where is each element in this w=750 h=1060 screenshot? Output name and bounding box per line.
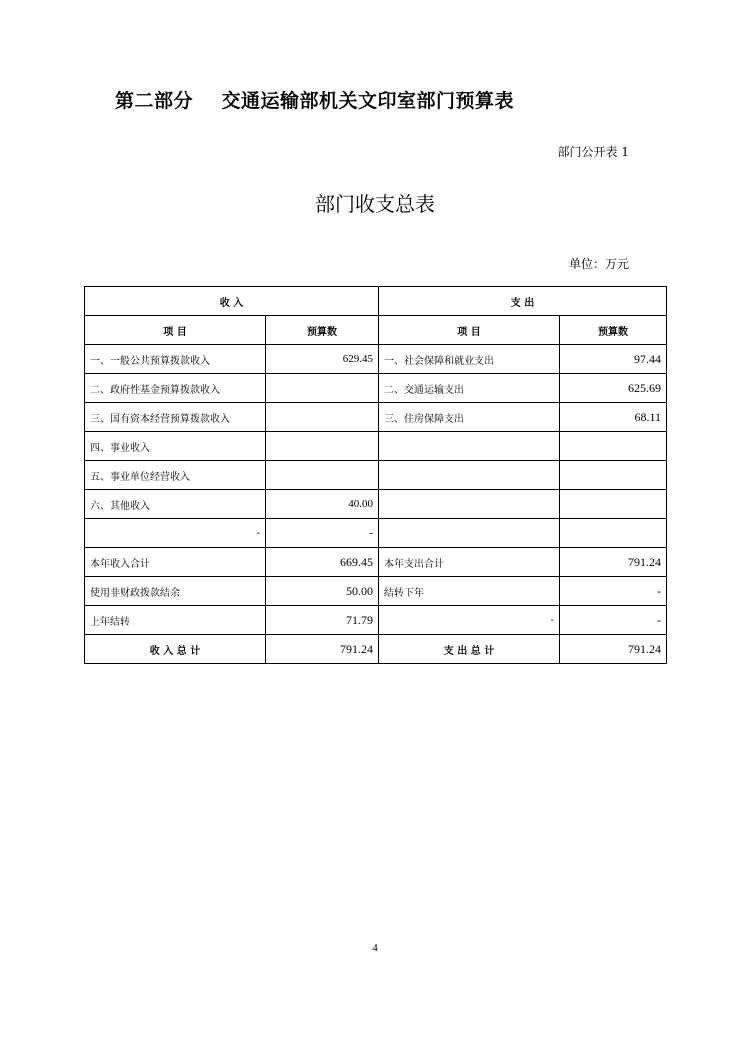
expense-item [379, 519, 560, 548]
income-subtotal-label: 本年收入合计 [85, 548, 266, 577]
income-amount: - [266, 519, 379, 548]
expense-amount: 625.69 [560, 374, 667, 403]
carryover-row [85, 606, 667, 635]
income-item: 二、政府性基金预算拨款收入 [85, 374, 266, 403]
income-item: 四、事业收入 [85, 432, 266, 461]
expense-subtotal-label: 本年支出合计 [379, 548, 560, 577]
expense-item [379, 461, 560, 490]
expense-total-amount: 791.24 [560, 635, 667, 664]
income-amount [266, 374, 379, 403]
income-amount: 40.00 [266, 490, 379, 519]
table-title: 部门收支总表 [315, 192, 435, 216]
table-row [85, 374, 667, 403]
unit-label: 单位：万元 [568, 257, 629, 271]
non-fiscal-balance-label: 使用非财政拨款结余 [85, 577, 266, 606]
income-amount [266, 432, 379, 461]
income-item-column-header: 项 目 [85, 316, 266, 345]
expense-amount [560, 432, 667, 461]
income-subtotal-amount: 669.45 [266, 548, 379, 577]
expense-total-label: 支 出 总 计 [379, 635, 560, 664]
page-heading: 第二部分 交通运输部机关文印室部门预算表 [115, 90, 514, 112]
expense-item [379, 490, 560, 519]
budget-summary-table [84, 286, 667, 664]
table-row [85, 490, 667, 519]
expense-item: 二、交通运输支出 [379, 374, 560, 403]
carry-forward-label: 结转下年 [379, 577, 560, 606]
expense-item: 三、住房保障支出 [379, 403, 560, 432]
prior-year-carryover-label: 上年结转 [85, 606, 266, 635]
expense-section-header: 支 出 [379, 287, 667, 316]
table-column-header-row [85, 316, 667, 345]
subtotal-row [85, 548, 667, 577]
expense-budget-column-header: 预算数 [560, 316, 667, 345]
income-amount [266, 403, 379, 432]
table-row [85, 432, 667, 461]
page-number: 4 [372, 942, 378, 954]
income-amount: 629.45 [266, 345, 379, 374]
table-row [85, 345, 667, 374]
prior-year-carryover-amount: 71.79 [266, 606, 379, 635]
income-total-label: 收 入 总 计 [85, 635, 266, 664]
expense-amount [560, 490, 667, 519]
expense-item [379, 432, 560, 461]
table-row [85, 519, 667, 548]
income-item: - [85, 519, 266, 548]
expense-item: 一、社会保障和就业支出 [379, 345, 560, 374]
expense-amount [560, 519, 667, 548]
income-budget-column-header: 预算数 [266, 316, 379, 345]
income-item: 三、国有资本经营预算拨款收入 [85, 403, 266, 432]
form-number: 部门公开表 1 [557, 145, 629, 159]
income-amount [266, 461, 379, 490]
table-section-header-row [85, 287, 667, 316]
expense-item-column-header: 项 目 [379, 316, 560, 345]
expense-amount [560, 461, 667, 490]
income-item: 六、其他收入 [85, 490, 266, 519]
income-section-header: 收 入 [85, 287, 379, 316]
carry-forward-amount: - [560, 577, 667, 606]
expense-amount: 97.44 [560, 345, 667, 374]
table-row [85, 403, 667, 432]
income-total-amount: 791.24 [266, 635, 379, 664]
table-row [85, 461, 667, 490]
expense-amount: - [560, 606, 667, 635]
income-item: 五、事业单位经营收入 [85, 461, 266, 490]
non-fiscal-balance-amount: 50.00 [266, 577, 379, 606]
balance-row [85, 577, 667, 606]
expense-item: - [379, 606, 560, 635]
total-row [85, 635, 667, 664]
expense-subtotal-amount: 791.24 [560, 548, 667, 577]
expense-amount: 68.11 [560, 403, 667, 432]
income-item: 一、一般公共预算拨款收入 [85, 345, 266, 374]
